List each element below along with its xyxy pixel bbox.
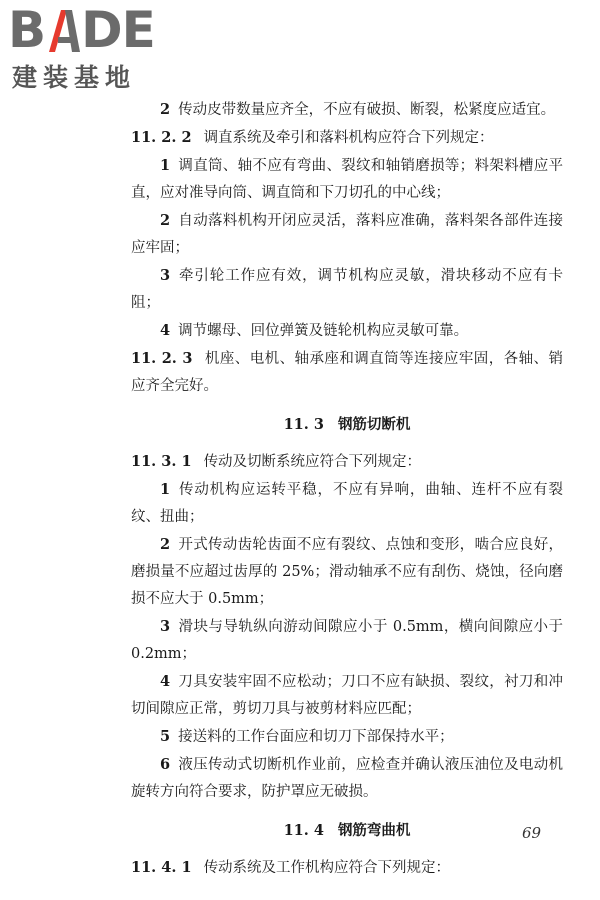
list-item: [131, 751, 563, 806]
item-number: 2: [160, 212, 171, 229]
section-number: 11. 3: [283, 416, 324, 433]
item-text: 液压传动式切断机作业前，应检查并确认液压油位及电动机旋转方向符合要求，防护罩应无破损。: [131, 757, 563, 800]
clause-text: 调直系统及牵引和落料机构应符合下列规定：: [203, 130, 494, 146]
page-number: 69: [522, 824, 542, 842]
item-number: 1: [160, 157, 171, 174]
section-heading-11-4: [131, 817, 563, 844]
item-text: 调节螺母、回位弹簧及链轮机构应灵敏可靠。: [178, 323, 469, 339]
document-body: [131, 96, 563, 882]
section-heading-11-3: [131, 411, 563, 438]
list-item: [131, 668, 563, 723]
list-item: [131, 723, 563, 751]
section-title: 钢筋切断机: [337, 416, 411, 433]
list-item: [131, 96, 563, 124]
clause-text: 机座、电机、轴承座和调直筒等连接应牢固，各轴、销应齐全完好。: [131, 351, 563, 394]
item-text: 自动落料机构开闭应灵活，落料应准确，落料架各部件连接应牢固；: [131, 213, 563, 256]
item-text: 开式传动齿轮齿面不应有裂纹、点蚀和变形，啮合应良好，磨损量不应超过齿厚的 25%；滑动轴承不应有刮伤、烧蚀，径向磨损不应大于 0.5mm；: [131, 537, 563, 607]
item-text: 调直筒、轴不应有弯曲、裂纹和轴销磨损等；料架料槽应平直，应对准导向筒、调直筒和下刀切孔的中心线；: [131, 158, 563, 201]
item-number: 2: [160, 101, 171, 118]
item-number: 5: [160, 728, 171, 745]
clause-number: 11. 3. 1: [131, 453, 192, 470]
logo-subtitle: 建装基地: [12, 63, 137, 92]
item-number: 3: [160, 618, 171, 635]
clause-number: 11. 2. 3: [131, 350, 193, 367]
clause-11-2-2: [131, 124, 563, 152]
item-number: 2: [160, 536, 171, 553]
item-text: 滑块与导轨纵向游动间隙应小于 0.5mm，横向间隙应小于 0.2mm；: [131, 619, 563, 662]
item-text: 传动机构应运转平稳，不应有异响，曲轴、连杆不应有裂纹、扭曲；: [131, 482, 563, 525]
clause-text: 传动系统及工作机构应符合下列规定：: [203, 860, 451, 876]
item-text: 传动皮带数量应齐全，不应有破损、断裂，松紧度应适宜。: [178, 102, 556, 118]
list-item: [131, 613, 563, 668]
logo-wordmark: [8, 1, 178, 59]
logo-letter-d: D: [81, 1, 122, 59]
clause-number: 11. 4. 1: [131, 859, 192, 876]
item-number: 3: [160, 267, 171, 284]
clause-11-4-1: [131, 854, 563, 882]
logo-a-icon: [45, 8, 81, 54]
list-item: [131, 531, 563, 613]
item-number: 1: [160, 481, 171, 498]
list-item: [131, 262, 563, 317]
item-text: 牵引轮工作应有效，调节机构应灵敏，滑块移动不应有卡阻；: [131, 268, 563, 311]
clause-11-2-3: [131, 345, 563, 400]
item-number: 4: [160, 322, 171, 339]
logo-letter-b: B: [8, 1, 46, 59]
item-text: 刀具安装牢固不应松动；刀口不应有缺损、裂纹，衬刀和冲切间隙应正常，剪切刀具与被剪材料应匹配；: [131, 674, 563, 717]
list-item: [131, 476, 563, 531]
list-item: [131, 317, 563, 345]
brand-logo: [8, 1, 178, 96]
list-item: [131, 207, 563, 262]
logo-letter-e: E: [121, 1, 155, 59]
clause-11-3-1: [131, 448, 563, 476]
section-title: 钢筋弯曲机: [337, 822, 411, 839]
section-number: 11. 4: [283, 822, 324, 839]
item-number: 6: [160, 756, 171, 773]
item-number: 4: [160, 673, 171, 690]
clause-text: 传动及切断系统应符合下列规定：: [203, 454, 422, 470]
item-text: 接送料的工作台面应和切刀下部保持水平；: [178, 729, 454, 745]
list-item: [131, 152, 563, 207]
logo-letter-a: [45, 6, 81, 54]
clause-number: 11. 2. 2: [131, 129, 192, 146]
